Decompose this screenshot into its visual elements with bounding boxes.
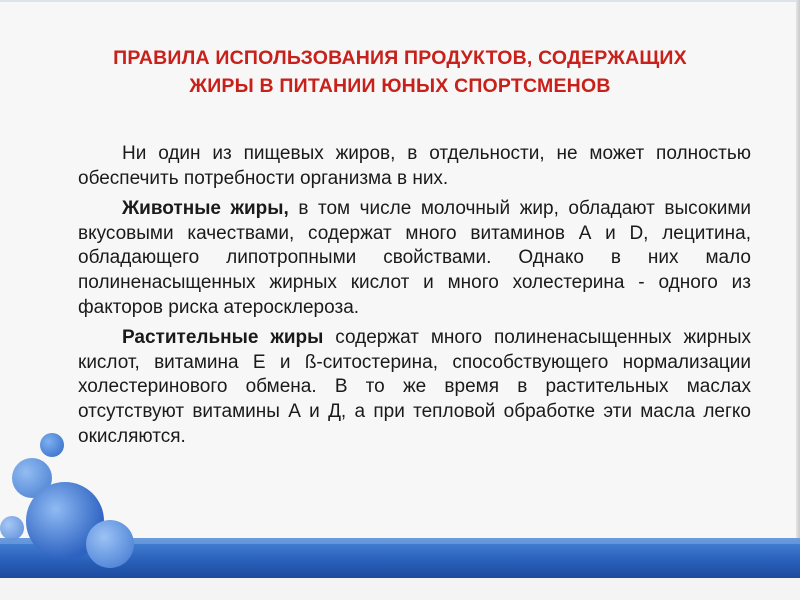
paragraph-2-text: в том числе молочный жир, обладают высокими вкусовыми качествами, содержат много витаминов А и D, лецитина, обладающего липотропными свойствами. Однако в них мало полиненасыщенных жирных кислот и много холестерина - одного из факторов риска атеросклероза.	[78, 198, 752, 318]
title-line-2: ЖИРЫ В ПИТАНИИ ЮНЫХ СПОРТСМЕНОВ	[189, 75, 611, 97]
paragraph-3-text: содержат много полиненасыщенных жирных кислот, витамина Е и ß-ситостерина, способствующего нормализации холестеринового обмена. В то же время в растительных маслах отсутствуют витамины А и Д, а при тепловой обработке эти масла легко окисляются.	[78, 327, 752, 447]
paragraph-3	[78, 326, 751, 449]
bottom-white-strip	[0, 578, 800, 600]
paragraph-2	[78, 197, 751, 320]
slide-title	[20, 44, 780, 100]
decorative-bubble-icon	[40, 433, 64, 457]
decorative-bubble-icon	[0, 516, 24, 540]
top-frame-line	[0, 0, 800, 2]
paragraph-1: Ни один из пищевых жиров, в отдельности, не может полностью обеспечить потребности организма в них.	[78, 143, 751, 189]
decorative-bubble-icon	[86, 520, 134, 568]
paragraph-3-term: Растительные жиры	[122, 327, 324, 349]
body-text	[78, 142, 751, 455]
right-frame-edge	[796, 0, 800, 600]
title-line-1: ПРАВИЛА ИСПОЛЬЗОВАНИЯ ПРОДУКТОВ, СОДЕРЖАЩИХ	[113, 47, 687, 69]
paragraph-2-term: Животные жиры,	[122, 198, 289, 220]
